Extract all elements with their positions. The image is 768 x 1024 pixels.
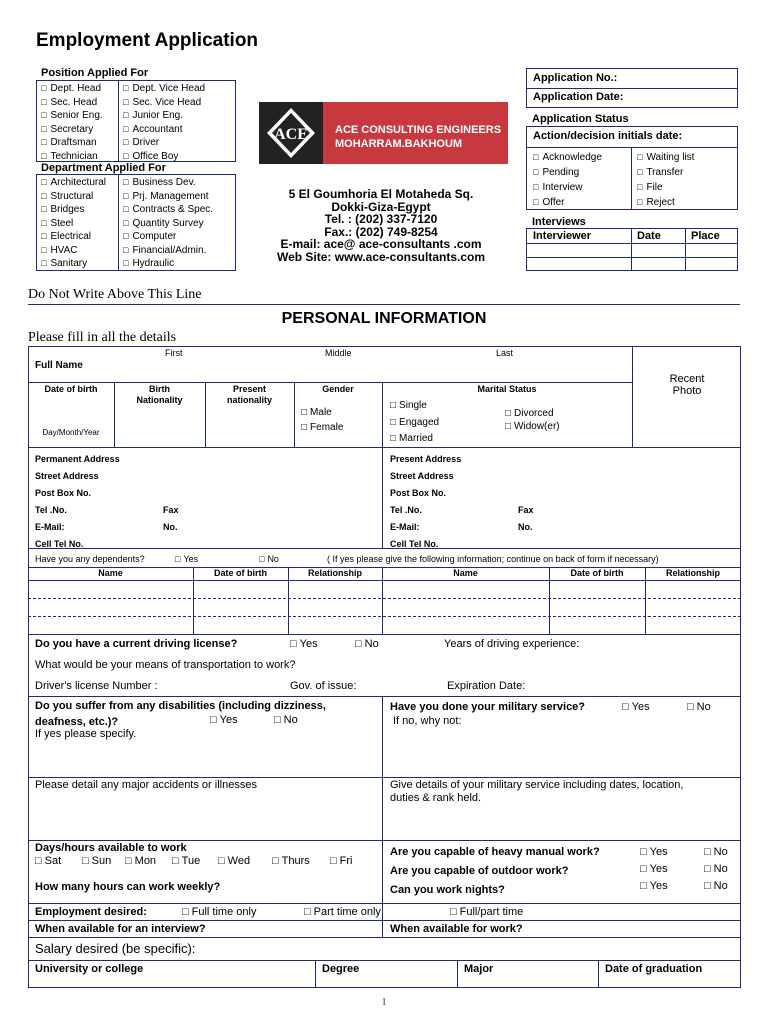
department-option-r-5[interactable]: □ Financial/Admin. <box>123 244 213 258</box>
status-option-3[interactable]: □ Offer <box>533 195 602 210</box>
position-option-0[interactable]: □ Dept. Head <box>41 82 103 96</box>
department-option-0[interactable]: □ Architectural <box>41 176 106 190</box>
company-name: ACE CONSULTING ENGINEERS <box>335 124 502 136</box>
dep-name-header-2: Name <box>453 568 478 578</box>
position-option-r-0[interactable]: □ Dept. Vice Head <box>123 82 205 96</box>
widow-checkbox[interactable]: □ Widow(er) <box>505 421 560 432</box>
disability-specify: If yes please specify. <box>35 728 137 740</box>
app-date-field[interactable]: Application Date: <box>533 91 624 103</box>
status-option-2[interactable]: □ Interview <box>533 180 602 195</box>
dep-dob-header-2: Date of birth <box>570 568 624 578</box>
action-label: Action/decision initials date: <box>533 130 683 142</box>
disability-question: Do you suffer from any disabilities (including dizziness, deafness, etc.)? <box>35 700 326 728</box>
department-option-r-2[interactable]: □ Contracts & Spec. <box>123 203 213 217</box>
page-number: 1 <box>381 997 387 1008</box>
company-subname: MOHARRAM.BAKHOUM <box>335 138 463 150</box>
heavy-no[interactable]: □ No <box>704 846 728 858</box>
married-checkbox[interactable]: □ Married <box>390 433 433 444</box>
driving-years-label: Years of driving experience: <box>444 638 580 650</box>
status-option-0[interactable]: □ Acknowledge <box>533 150 602 165</box>
interview-availability-label: When available for an interview? <box>35 923 206 935</box>
department-label: Department Applied For <box>41 162 166 174</box>
position-option-3[interactable]: □ Secretary <box>41 123 103 137</box>
photo-placeholder[interactable]: Recent Photo <box>669 373 705 397</box>
male-checkbox[interactable]: □ Male <box>301 407 332 418</box>
place-header: Place <box>691 230 720 242</box>
hours-weekly-question: How many hours can work weekly? <box>35 881 221 893</box>
full-time-checkbox[interactable]: □ Full time only <box>182 906 256 918</box>
department-box <box>36 174 236 271</box>
dep-rel-header-1: Relationship <box>307 568 362 578</box>
engaged-checkbox[interactable]: □ Engaged <box>390 417 439 428</box>
expiration-label: Expiration Date: <box>447 680 526 692</box>
position-options-left[interactable] <box>41 82 103 163</box>
status-option-r-1[interactable]: □ Transfer <box>637 165 694 180</box>
dependents-no[interactable]: □ No <box>259 554 279 564</box>
status-option-r-3[interactable]: □ Reject <box>637 195 694 210</box>
heavy-work-question: Are you capable of heavy manual work? <box>390 846 600 858</box>
military-yes[interactable]: □ Yes <box>622 701 650 713</box>
accidents-label: Please detail any major accidents or illnesses <box>35 779 257 791</box>
interviewer-header: Interviewer <box>533 230 592 242</box>
marital-label: Marital Status <box>477 384 537 394</box>
graduation-header: Date of graduation <box>605 963 703 975</box>
outdoor-yes[interactable]: □ Yes <box>640 863 668 875</box>
application-status-label: Application Status <box>532 113 629 125</box>
position-option-5[interactable]: □ Technician <box>41 150 103 164</box>
gov-issue-label: Gov. of issue: <box>290 680 357 692</box>
interviews-label: Interviews <box>532 216 586 228</box>
department-option-2[interactable]: □ Bridges <box>41 203 106 217</box>
dependents-question: Have you any dependents? <box>35 554 145 564</box>
birth-nationality-label: Birth Nationality <box>136 384 183 405</box>
driving-yes[interactable]: □ Yes <box>290 638 318 650</box>
military-details-label: Give details of your military service including dates, location, duties & rank held. <box>390 779 684 804</box>
license-number-label: Driver's license Number : <box>35 680 158 692</box>
single-checkbox[interactable]: □ Single <box>390 400 427 411</box>
dependents-yes[interactable]: □ Yes <box>175 554 198 564</box>
nights-question: Can you work nights? <box>390 884 505 896</box>
work-availability-label: When available for work? <box>390 923 523 935</box>
major-header: Major <box>464 963 494 975</box>
day-checkbox-sun[interactable]: □ Sun <box>82 855 111 867</box>
day-checkbox-fri[interactable]: □ Fri <box>330 855 352 867</box>
part-time-checkbox[interactable]: □ Part time only <box>304 906 381 918</box>
days-available-label: Days/hours available to work <box>35 842 187 854</box>
app-no-field[interactable]: Application No.: <box>533 72 618 84</box>
position-option-r-1[interactable]: □ Sec. Vice Head <box>123 96 205 110</box>
permanent-address-block[interactable]: Permanent Address Street Address Post Box No. Tel .No. Fax No. E-Mail: Cell Tel No. <box>35 454 179 549</box>
driving-license-question: Do you have a current driving license? <box>35 638 238 650</box>
status-option-1[interactable]: □ Pending <box>533 165 602 180</box>
present-nationality-label: Present nationality <box>226 384 272 405</box>
department-option-r-1[interactable]: □ Prj. Management <box>123 190 213 204</box>
dep-rel-header-2: Relationship <box>665 568 720 578</box>
salary-label: Salary desired (be specific): <box>35 941 196 956</box>
day-checkbox-tue[interactable]: □ Tue <box>172 855 200 867</box>
middle-name-label: Middle <box>325 348 352 358</box>
position-option-r-3[interactable]: □ Accountant <box>123 123 205 137</box>
department-option-1[interactable]: □ Structural <box>41 190 106 204</box>
department-option-6[interactable]: □ Sanitary <box>41 257 106 271</box>
divider-line <box>28 304 740 305</box>
department-option-4[interactable]: □ Electrical <box>41 230 106 244</box>
full-part-time-checkbox[interactable]: □ Full/part time <box>450 906 523 918</box>
first-name-label: First <box>165 348 183 358</box>
ace-emblem-icon <box>265 106 317 160</box>
page-title: Employment Application <box>36 30 259 51</box>
last-name-label: Last <box>496 348 514 358</box>
disability-yes[interactable]: □ Yes <box>210 714 238 726</box>
position-options-right[interactable] <box>123 82 205 163</box>
company-address: 5 El Goumhoria El Motaheda Sq. Dokki-Giza-Egypt Tel. : (202) 337-7120 Fax.: (202) 749-8254 E-mail: ace@ ace-consultants .com Web Site: www.ace-consultants.com <box>276 187 486 264</box>
nights-yes[interactable]: □ Yes <box>640 880 668 892</box>
department-option-r-6[interactable]: □ Hydraulic <box>123 257 213 271</box>
dob-label: Date of birth <box>44 384 98 394</box>
day-checkbox-thurs[interactable]: □ Thurs <box>272 855 310 867</box>
status-options-right[interactable] <box>637 150 694 210</box>
position-option-2[interactable]: □ Senior Eng. <box>41 109 103 123</box>
position-option-4[interactable]: □ Draftsman <box>41 136 103 150</box>
present-address-block[interactable]: Present Address Street Address Post Box No. Tel .No. Fax No. E-Mail: Cell Tel No. <box>390 454 534 549</box>
do-not-write-note: Do Not Write Above This Line <box>28 287 202 302</box>
nights-no[interactable]: □ No <box>704 880 728 892</box>
day-checkbox-sat[interactable]: □ Sat <box>35 855 61 867</box>
dob-format: Day/Month/Year <box>42 428 100 437</box>
position-box <box>36 80 236 162</box>
status-option-r-2[interactable]: □ File <box>637 180 694 195</box>
position-option-r-4[interactable]: □ Driver <box>123 136 205 150</box>
full-name-label: Full Name <box>35 360 83 371</box>
military-question: Have you done your military service? <box>390 701 586 713</box>
interviews-table <box>526 228 738 271</box>
svg-text:ACE: ACE <box>274 126 308 143</box>
military-no[interactable]: □ No <box>687 701 711 713</box>
degree-header: Degree <box>322 963 360 975</box>
driving-no[interactable]: □ No <box>355 638 379 650</box>
day-checkbox-mon[interactable]: □ Mon <box>125 855 156 867</box>
dep-name-header-1: Name <box>98 568 123 578</box>
position-label: Position Applied For <box>41 67 149 79</box>
department-option-r-0[interactable]: □ Business Dev. <box>123 176 213 190</box>
department-options-right[interactable] <box>123 176 213 271</box>
department-option-3[interactable]: □ Steel <box>41 217 106 231</box>
application-number-box <box>526 68 738 108</box>
position-option-r-5[interactable]: □ Office Boy <box>123 150 205 164</box>
section-title: PERSONAL INFORMATION <box>281 310 487 327</box>
outdoor-work-question: Are you capable of outdoor work? <box>390 865 569 877</box>
dependents-note: ( If yes please give the following information; continue on back of form if necessary) <box>327 554 659 564</box>
military-why-not: If no, why not: <box>393 715 462 727</box>
position-option-1[interactable]: □ Sec. Head <box>41 96 103 110</box>
department-option-5[interactable]: □ HVAC <box>41 244 106 258</box>
divorced-checkbox[interactable]: □ Divorced <box>505 408 554 419</box>
employment-desired-label: Employment desired: <box>35 906 147 918</box>
date-header: Date <box>637 230 661 242</box>
heavy-yes[interactable]: □ Yes <box>640 846 668 858</box>
company-logo <box>259 102 508 164</box>
gender-label: Gender <box>322 384 354 394</box>
department-options-left[interactable] <box>41 176 106 271</box>
status-box <box>526 126 738 210</box>
status-option-r-0[interactable]: □ Waiting list <box>637 150 694 165</box>
day-checkbox-wed[interactable]: □ Wed <box>218 855 250 867</box>
female-checkbox[interactable]: □ Female <box>301 422 343 433</box>
position-option-r-2[interactable]: □ Junior Eng. <box>123 109 205 123</box>
fill-all-note: Please fill in all the details <box>28 330 177 345</box>
department-option-r-4[interactable]: □ Computer <box>123 230 213 244</box>
dep-dob-header-1: Date of birth <box>214 568 267 578</box>
outdoor-no[interactable]: □ No <box>704 863 728 875</box>
disability-no[interactable]: □ No <box>274 714 298 726</box>
department-option-r-3[interactable]: □ Quantity Survey <box>123 217 213 231</box>
university-header: University or college <box>35 963 144 975</box>
status-options-left[interactable] <box>533 150 602 210</box>
transportation-question: What would be your means of transportation to work? <box>35 659 296 671</box>
